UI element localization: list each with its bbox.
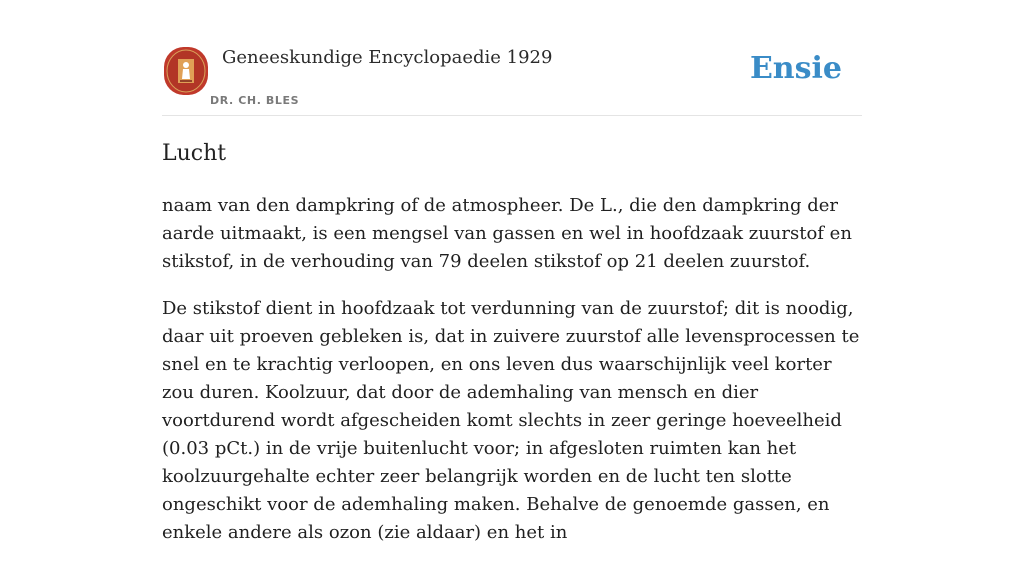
page-header (162, 42, 862, 116)
article-paragraph: De stikstof dient in hoofdzaak tot verdunning van de zuurstof; dit is noodig, daar uit proeven gebleken is, dat in zuivere zuurstof alle levensprocessen te snel en te krachtig verloopen, en ons leven dus waarschijnlijk veel korter zou duren. Koolzuur, dat door de ademhaling van mensch en dier voortdurend wordt afgescheiden komt slechts in zeer geringe hoeveelheid (0.03 pCt.) in de vrije buitenlucht voor; in afgesloten ruimten kan het koolzuurgehalte echter zeer belangrijk worden en de lucht ten slotte ongeschikt voor de ademhaling maken. Behalve de genoemde gassen, en enkele andere als ozon (zie aldaar) en het in (162, 298, 860, 543)
ensie-logo[interactable]: Ensie (749, 51, 842, 86)
article-paragraph: naam van den dampkring of de atmospheer. De L., die den dampkring der aarde uitmaakt, is een mengsel van gassen en wel in hoofdzaak zuurstof en stikstof, in de verhouding van 79 deelen stikstof op 21 deelen zuurstof. (162, 195, 852, 272)
book-author[interactable]: DR. CH. BLES (210, 94, 300, 107)
article-body (162, 192, 868, 566)
entry-title: Lucht (162, 141, 227, 166)
book-cover-icon[interactable] (164, 47, 208, 95)
book-title[interactable]: Geneeskundige Encyclopaedie 1929 (222, 47, 553, 68)
